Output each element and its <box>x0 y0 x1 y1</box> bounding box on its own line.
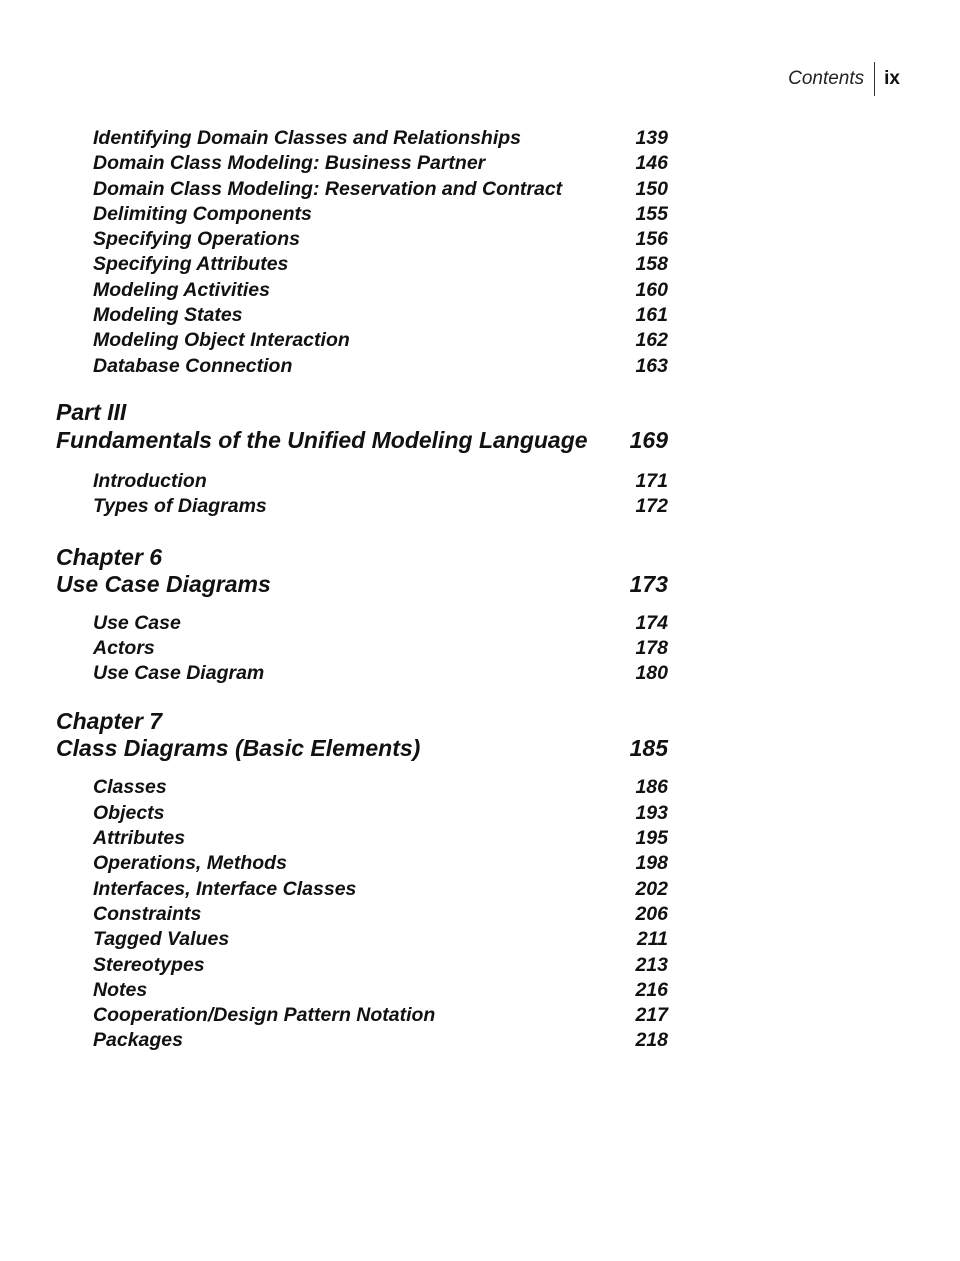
chapter-page: 185 <box>629 735 668 762</box>
toc-entry[interactable] <box>0 953 960 978</box>
part-page: 169 <box>629 426 668 453</box>
toc-entry-title: Tagged Values <box>93 928 230 951</box>
chapter-title-row[interactable] <box>0 735 960 775</box>
chapter-title: Use Case Diagrams <box>56 570 271 597</box>
toc-entry-title: Operations, Methods <box>93 852 287 875</box>
toc-entry[interactable] <box>0 469 960 494</box>
table-of-contents <box>0 126 960 1054</box>
toc-entry-page: 216 <box>635 978 668 1001</box>
toc-entry[interactable] <box>0 927 960 952</box>
chapter-label-row <box>0 708 960 735</box>
toc-entry-page: 178 <box>635 636 668 659</box>
toc-entry-title: Modeling Object Interaction <box>93 329 350 352</box>
toc-entry-title: Notes <box>93 978 148 1001</box>
toc-entry-page: 146 <box>635 152 668 175</box>
toc-entry-title: Use Case <box>93 611 181 634</box>
toc-entry-title: Types of Diagrams <box>93 495 267 518</box>
toc-entry[interactable] <box>0 636 960 661</box>
toc-entry-page: 155 <box>635 202 668 225</box>
toc-entry-title: Stereotypes <box>93 953 205 976</box>
toc-entry-page: 171 <box>635 469 668 492</box>
toc-entry-page: 195 <box>635 827 668 850</box>
toc-entry[interactable] <box>0 826 960 851</box>
toc-entry-page: 161 <box>635 304 668 327</box>
toc-entry[interactable] <box>0 801 960 826</box>
toc-entry-page: 202 <box>635 877 668 900</box>
toc-entry[interactable] <box>0 278 960 303</box>
toc-entry[interactable] <box>0 775 960 800</box>
toc-entry-page: 206 <box>635 902 668 925</box>
toc-entry[interactable] <box>0 978 960 1003</box>
toc-entry-title: Objects <box>93 801 165 824</box>
chapter-label: Chapter 6 <box>56 543 163 570</box>
toc-entry-page: 162 <box>635 329 668 352</box>
toc-entry-page: 163 <box>635 354 668 377</box>
chapter-label-row <box>0 544 960 571</box>
part-3-section <box>0 399 960 520</box>
toc-entry[interactable] <box>0 126 960 151</box>
toc-entry-page: 217 <box>635 1004 668 1027</box>
toc-entry[interactable] <box>0 177 960 202</box>
toc-entry[interactable] <box>0 494 960 519</box>
toc-entry[interactable] <box>0 1028 960 1053</box>
toc-entry-title: Modeling Activities <box>93 278 270 301</box>
toc-entry-title: Identifying Domain Classes and Relationships <box>93 127 522 149</box>
toc-entry-title: Packages <box>93 1029 183 1052</box>
header-label: Contents <box>788 68 865 89</box>
part-title-row[interactable] <box>0 427 960 469</box>
toc-entry-page: 158 <box>635 253 668 276</box>
toc-entry-title: Cooperation/Design Pattern Notation <box>93 1004 436 1027</box>
part-label-row <box>0 399 960 427</box>
toc-entry[interactable] <box>0 354 960 379</box>
toc-entry[interactable] <box>0 661 960 686</box>
toc-entry-page: 172 <box>635 495 668 518</box>
toc-entry-title: Domain Class Modeling: Business Partner <box>93 152 486 175</box>
toc-entry[interactable] <box>0 202 960 227</box>
toc-entry-page: 156 <box>635 228 668 251</box>
chapter-title-row[interactable] <box>0 571 960 611</box>
running-header <box>788 62 900 96</box>
toc-entry-page: 174 <box>635 611 668 634</box>
toc-entry-title: Specifying Attributes <box>93 253 289 276</box>
toc-entry[interactable] <box>0 151 960 176</box>
toc-entry-title: Modeling States <box>93 304 243 327</box>
toc-entry-page: 211 <box>636 928 668 951</box>
toc-entry-page: 160 <box>635 278 668 301</box>
toc-entry[interactable] <box>0 328 960 353</box>
chapter-6-section <box>0 544 960 687</box>
chapter-title: Class Diagrams (Basic Elements) <box>56 735 421 762</box>
toc-entry-title: Specifying Operations <box>93 228 300 251</box>
toc-entry-title: Classes <box>93 776 167 799</box>
toc-entry-title: Delimiting Components <box>93 202 312 225</box>
chapter-7-section <box>0 708 960 1053</box>
toc-entry-page: 198 <box>635 852 668 875</box>
toc-entry[interactable] <box>0 877 960 902</box>
toc-entry-title: Attributes <box>93 827 186 850</box>
lead-entry-list <box>0 126 960 379</box>
toc-entry-page: 186 <box>635 776 668 799</box>
toc-entry-title: Domain Class Modeling: Reservation and Contract <box>93 177 563 200</box>
header-page-number: ix <box>884 68 900 89</box>
chapter-label: Chapter 7 <box>56 708 163 735</box>
toc-entry[interactable] <box>0 303 960 328</box>
toc-entry[interactable] <box>0 851 960 876</box>
toc-entry-title: Actors <box>93 636 155 659</box>
toc-entry-title: Constraints <box>93 902 202 925</box>
toc-entry-page: 150 <box>635 177 668 200</box>
toc-entry-title: Database Connection <box>93 354 293 377</box>
toc-entry[interactable] <box>0 902 960 927</box>
chapter-page: 173 <box>629 570 668 597</box>
toc-entry-title: Interfaces, Interface Classes <box>93 877 357 900</box>
toc-entry[interactable] <box>0 252 960 277</box>
toc-entry-title: Use Case Diagram <box>93 662 265 685</box>
toc-entry[interactable] <box>0 227 960 252</box>
toc-entry[interactable] <box>0 611 960 636</box>
part-title: Fundamentals of the Unified Modeling Language <box>56 426 588 453</box>
toc-entry-page: 180 <box>635 662 668 685</box>
part-label: Part III <box>56 398 127 425</box>
toc-entry[interactable] <box>0 1003 960 1028</box>
toc-entry-title: Introduction <box>93 469 207 492</box>
toc-entry-page: 139 <box>635 127 668 149</box>
toc-entry-page: 193 <box>635 801 668 824</box>
toc-entry-page: 218 <box>635 1029 668 1052</box>
toc-entry-page: 213 <box>635 953 668 976</box>
